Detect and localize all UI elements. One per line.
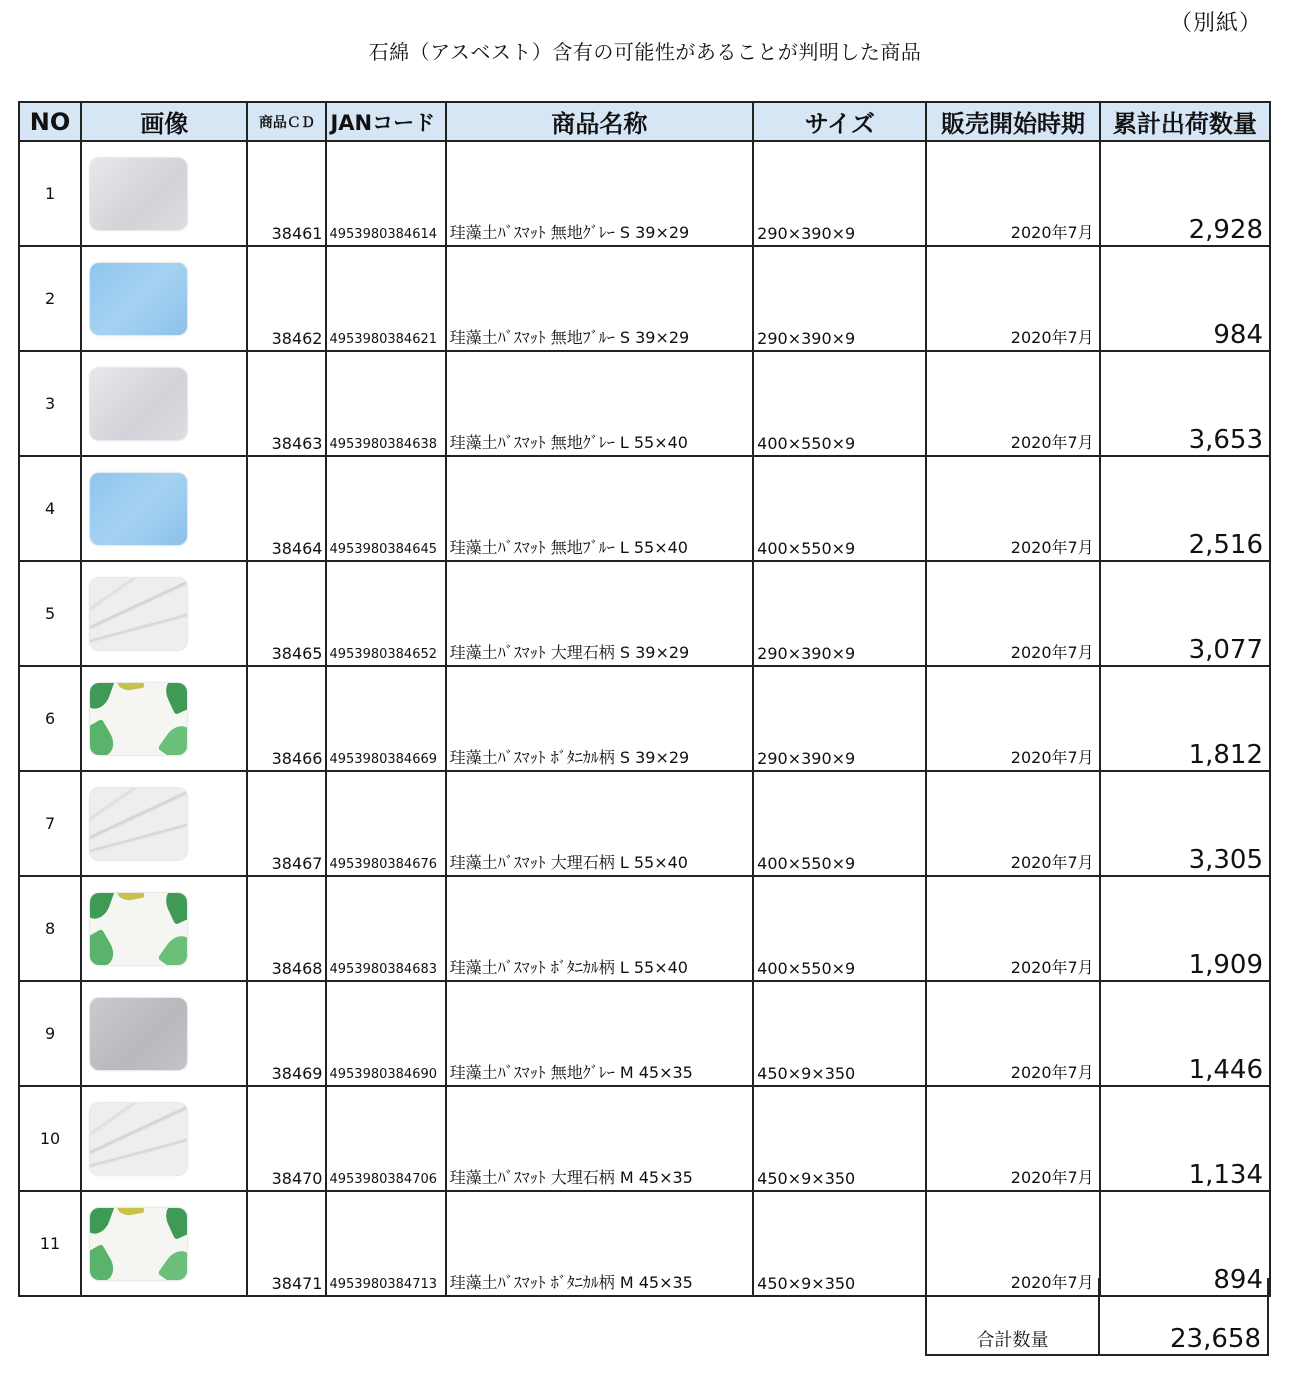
table-row bbox=[19, 561, 1270, 666]
shipped-qty: 1,909 bbox=[1100, 876, 1270, 981]
shipped-qty: 894 bbox=[1100, 1191, 1270, 1296]
product-name: 珪藻土ﾊﾞｽﾏｯﾄ ﾎﾞﾀﾆｶﾙ柄 S 39×29 bbox=[446, 666, 753, 771]
jan-code: 4953980384614 bbox=[326, 141, 445, 246]
jan-code: 4953980384690 bbox=[326, 981, 445, 1086]
shipped-qty: 3,305 bbox=[1100, 771, 1270, 876]
sales-start: 2020年7月 bbox=[926, 666, 1099, 771]
product-cd: 38469 bbox=[247, 981, 326, 1086]
product-name: 珪藻土ﾊﾞｽﾏｯﾄ 大理石柄 M 45×35 bbox=[446, 1086, 753, 1191]
jan-code: 4953980384706 bbox=[326, 1086, 445, 1191]
product-size: 450×9×350 bbox=[753, 1086, 926, 1191]
product-image bbox=[90, 788, 187, 860]
product-cd: 38468 bbox=[247, 876, 326, 981]
sales-start: 2020年7月 bbox=[926, 141, 1099, 246]
row-number: 6 bbox=[19, 666, 81, 771]
product-size: 400×550×9 bbox=[753, 351, 926, 456]
product-cd: 38461 bbox=[247, 141, 326, 246]
product-image-cell bbox=[81, 141, 247, 246]
table-row bbox=[19, 456, 1270, 561]
leaf-pattern bbox=[90, 1208, 115, 1237]
sales-start: 2020年7月 bbox=[926, 456, 1099, 561]
product-image-cell bbox=[81, 246, 247, 351]
table-row bbox=[19, 246, 1270, 351]
leaf-pattern bbox=[158, 720, 187, 754]
table-row bbox=[19, 876, 1270, 981]
sales-start: 2020年7月 bbox=[926, 561, 1099, 666]
row-number: 4 bbox=[19, 456, 81, 561]
product-name: 珪藻土ﾊﾞｽﾏｯﾄ ﾎﾞﾀﾆｶﾙ柄 M 45×35 bbox=[446, 1191, 753, 1296]
shipped-qty: 3,653 bbox=[1100, 351, 1270, 456]
total-label: 合計数量 bbox=[925, 1278, 1098, 1356]
product-name: 珪藻土ﾊﾞｽﾏｯﾄ ﾎﾞﾀﾆｶﾙ柄 L 55×40 bbox=[446, 876, 753, 981]
sales-start: 2020年7月 bbox=[926, 1086, 1099, 1191]
row-number: 9 bbox=[19, 981, 81, 1086]
product-size: 450×9×350 bbox=[753, 1191, 926, 1296]
product-image-cell bbox=[81, 1191, 247, 1296]
product-name: 珪藻土ﾊﾞｽﾏｯﾄ 無地ﾌﾞﾙｰ S 39×29 bbox=[446, 246, 753, 351]
jan-code: 4953980384645 bbox=[326, 456, 445, 561]
attachment-note: （別紙） bbox=[1170, 11, 1263, 36]
product-cd: 38471 bbox=[247, 1191, 326, 1296]
product-name: 珪藻土ﾊﾞｽﾏｯﾄ 無地ｸﾞﾚｰ M 45×35 bbox=[446, 981, 753, 1086]
table-row bbox=[19, 771, 1270, 876]
product-name: 珪藻土ﾊﾞｽﾏｯﾄ 無地ﾌﾞﾙｰ L 55×40 bbox=[446, 456, 753, 561]
table-row bbox=[19, 141, 1270, 246]
header-size: サイズ bbox=[753, 102, 926, 141]
jan-code: 4953980384676 bbox=[326, 771, 445, 876]
leaf-pattern bbox=[161, 683, 187, 715]
sales-start: 2020年7月 bbox=[926, 1191, 1099, 1296]
table-body bbox=[19, 141, 1270, 1296]
product-image bbox=[90, 578, 187, 650]
product-name: 珪藻土ﾊﾞｽﾏｯﾄ 無地ｸﾞﾚｰ S 39×29 bbox=[446, 141, 753, 246]
shipped-qty: 984 bbox=[1100, 246, 1270, 351]
table-row bbox=[19, 1086, 1270, 1191]
product-size: 450×9×350 bbox=[753, 981, 926, 1086]
table-header-row bbox=[19, 102, 1270, 141]
row-number: 7 bbox=[19, 771, 81, 876]
product-size: 400×550×9 bbox=[753, 876, 926, 981]
header-no: NO bbox=[19, 102, 81, 141]
product-image-cell bbox=[81, 1086, 247, 1191]
row-number: 11 bbox=[19, 1191, 81, 1296]
shipped-qty: 1,446 bbox=[1100, 981, 1270, 1086]
shipped-qty: 2,516 bbox=[1100, 456, 1270, 561]
shipped-qty: 1,134 bbox=[1100, 1086, 1270, 1191]
sales-start: 2020年7月 bbox=[926, 246, 1099, 351]
product-image bbox=[90, 263, 187, 335]
leaf-pattern bbox=[116, 683, 145, 692]
product-name: 珪藻土ﾊﾞｽﾏｯﾄ 無地ｸﾞﾚｰ L 55×40 bbox=[446, 351, 753, 456]
sales-start: 2020年7月 bbox=[926, 771, 1099, 876]
product-size: 400×550×9 bbox=[753, 456, 926, 561]
shipped-qty: 1,812 bbox=[1100, 666, 1270, 771]
sales-start: 2020年7月 bbox=[926, 981, 1099, 1086]
row-number: 2 bbox=[19, 246, 81, 351]
product-image-cell bbox=[81, 771, 247, 876]
product-cd: 38466 bbox=[247, 666, 326, 771]
jan-code: 4953980384621 bbox=[326, 246, 445, 351]
jan-code: 4953980384638 bbox=[326, 351, 445, 456]
product-size: 290×390×9 bbox=[753, 246, 926, 351]
product-cd: 38465 bbox=[247, 561, 326, 666]
header-product-name: 商品名称 bbox=[446, 102, 753, 141]
sales-start: 2020年7月 bbox=[926, 876, 1099, 981]
leaf-pattern bbox=[116, 893, 145, 902]
header-sales-start: 販売開始時期 bbox=[926, 102, 1099, 141]
total-value: 23,658 bbox=[1098, 1278, 1269, 1356]
row-number: 3 bbox=[19, 351, 81, 456]
header-image: 画像 bbox=[81, 102, 247, 141]
leaf-pattern bbox=[90, 718, 119, 754]
product-cd: 38462 bbox=[247, 246, 326, 351]
product-image bbox=[90, 998, 187, 1070]
product-cd: 38467 bbox=[247, 771, 326, 876]
product-size: 290×390×9 bbox=[753, 666, 926, 771]
product-table bbox=[18, 101, 1271, 1297]
leaf-pattern bbox=[161, 1208, 187, 1240]
product-image bbox=[90, 473, 187, 545]
row-number: 5 bbox=[19, 561, 81, 666]
header-shipped-qty: 累計出荷数量 bbox=[1100, 102, 1270, 141]
sales-start: 2020年7月 bbox=[926, 351, 1099, 456]
product-image-cell bbox=[81, 666, 247, 771]
table-row bbox=[19, 666, 1270, 771]
leaf-pattern bbox=[90, 893, 115, 922]
row-number: 10 bbox=[19, 1086, 81, 1191]
header-jan-code: JANコード bbox=[326, 102, 445, 141]
header-product-cd: 商品ＣＤ bbox=[247, 102, 326, 141]
product-image-cell bbox=[81, 456, 247, 561]
product-name: 珪藻土ﾊﾞｽﾏｯﾄ 大理石柄 S 39×29 bbox=[446, 561, 753, 666]
product-size: 290×390×9 bbox=[753, 561, 926, 666]
row-number: 8 bbox=[19, 876, 81, 981]
product-image-cell bbox=[81, 876, 247, 981]
page-title: 石綿（アスベスト）含有の可能性があることが判明した商品 bbox=[368, 40, 922, 64]
product-cd: 38464 bbox=[247, 456, 326, 561]
leaf-pattern bbox=[90, 928, 119, 964]
product-image bbox=[90, 683, 187, 755]
leaf-pattern bbox=[161, 893, 187, 925]
product-image-cell bbox=[81, 561, 247, 666]
product-size: 290×390×9 bbox=[753, 141, 926, 246]
product-cd: 38463 bbox=[247, 351, 326, 456]
shipped-qty: 2,928 bbox=[1100, 141, 1270, 246]
jan-code: 4953980384713 bbox=[326, 1191, 445, 1296]
product-image bbox=[90, 158, 187, 230]
leaf-pattern bbox=[158, 1245, 187, 1279]
table-row bbox=[19, 981, 1270, 1086]
jan-code: 4953980384652 bbox=[326, 561, 445, 666]
leaf-pattern bbox=[90, 683, 115, 712]
product-cd: 38470 bbox=[247, 1086, 326, 1191]
leaf-pattern bbox=[90, 1243, 119, 1279]
jan-code: 4953980384683 bbox=[326, 876, 445, 981]
product-name: 珪藻土ﾊﾞｽﾏｯﾄ 大理石柄 L 55×40 bbox=[446, 771, 753, 876]
table-row bbox=[19, 351, 1270, 456]
leaf-pattern bbox=[158, 930, 187, 964]
shipped-qty: 3,077 bbox=[1100, 561, 1270, 666]
product-image bbox=[90, 1103, 187, 1175]
product-image-cell bbox=[81, 351, 247, 456]
row-number: 1 bbox=[19, 141, 81, 246]
product-image bbox=[90, 893, 187, 965]
total-box bbox=[925, 1278, 1269, 1356]
product-image bbox=[90, 1208, 187, 1280]
leaf-pattern bbox=[116, 1208, 145, 1217]
product-image-cell bbox=[81, 981, 247, 1086]
product-size: 400×550×9 bbox=[753, 771, 926, 876]
product-image bbox=[90, 368, 187, 440]
jan-code: 4953980384669 bbox=[326, 666, 445, 771]
